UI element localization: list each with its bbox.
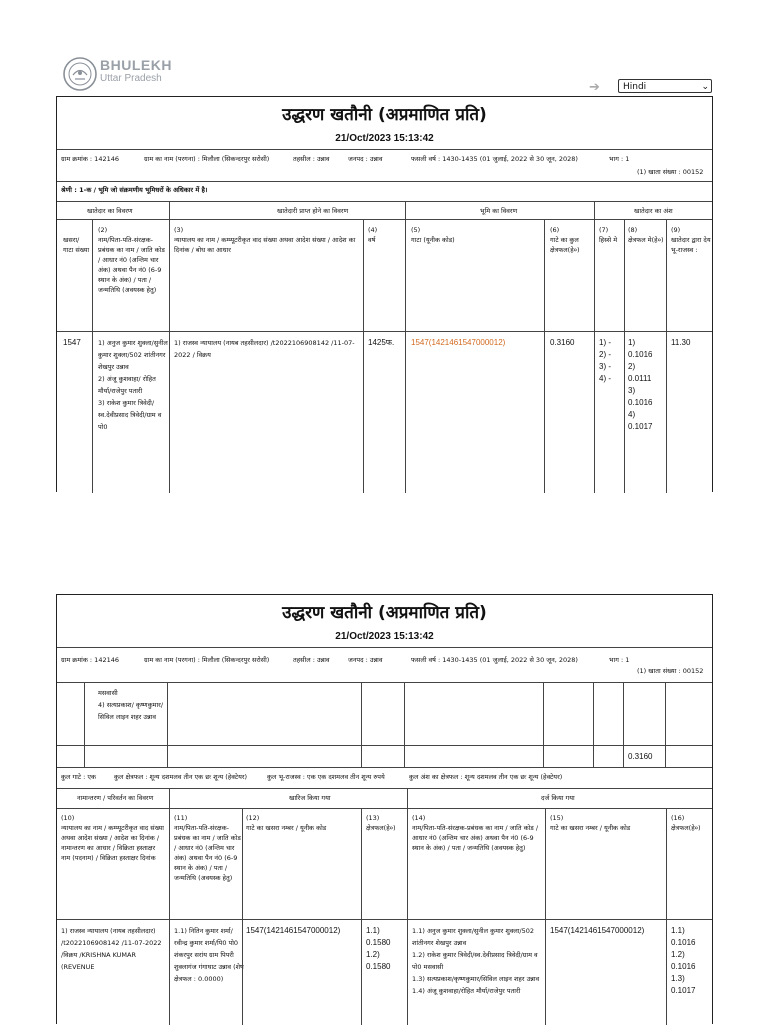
account-number-p2: (1) खाता संख्या : 00152 xyxy=(637,667,704,675)
sec-holder: खातेदार का विवरण xyxy=(87,207,133,215)
khatauni-page-2 xyxy=(56,594,713,1024)
khatauni-page-1 xyxy=(56,96,713,492)
sec-share: खातेदार का अंश xyxy=(634,207,673,215)
col-holder-name: (2) नाम/पिता-पति-संरक्षक-प्रबंधक का नाम / जाति कोड / आधार नं0 (अन्तिम चार अंक) अथवा पैन नं0 (6-9 स्थान के अंक) / पता / जन्मतिथि (अवयस्क हेतु) xyxy=(98,226,165,294)
language-select[interactable] xyxy=(618,79,712,93)
sec-removed: खारिज किया गया xyxy=(289,794,331,802)
sec-land: भूमि का विवरण xyxy=(480,207,518,215)
total-area-sum: 0.3160 xyxy=(628,752,653,761)
col-added-name: (14) नाम/पिता-पति-संरक्षक-प्रबंधक का नाम / जाति कोड / आधार नं0 (अन्तिम चार अंक) अथवा पैन नं0 (6-9 स्थान के अंक) / पता / जन्मतिथि (अवयस्क हेतु) xyxy=(412,814,539,852)
district: जनपद : उन्नाव xyxy=(348,155,383,163)
col-share: (7) हिस्से मे xyxy=(599,226,618,244)
brand xyxy=(100,58,172,85)
summary-total-gata: कुल गाटे : एक xyxy=(61,773,96,781)
col-gata: (5) गाटा (यूनीक कोड) xyxy=(411,226,455,244)
col-share-area: (8) क्षेत्रफल मे(हे०) xyxy=(628,226,664,244)
added-name: 1.1) अनुज कुमार शुक्ला/सुनील कुमार शुक्ला/502 शांतीनगर शेखपुर उन्नाव 1.2) राकेश कुमार त्रिवेदी/स्व.देवीप्रसाद त्रिवेदी/ग्राम व पो0 मसवासी 1.3) सत्यप्रकाश/कृष्णकुमार/सिविल लाइन शहर उन्नाव 1.4) अंजू कुशवाहा/रोहित मौर्या/राजेपुर पतारी xyxy=(412,927,540,995)
revenue-value: 11.30 xyxy=(671,338,691,347)
col-removed-area: (13) क्षेत्रफल(हे०) xyxy=(366,814,396,832)
category: श्रेणी : 1-क / भूमि जो संक्रमणीय भूमिधरों के अधिकार में है। xyxy=(61,186,208,194)
added-area: 1.1) 0.1016 1.2) 0.1016 1.3) 0.1017 xyxy=(671,926,696,995)
village-code: ग्राम क्रमांक : 142146 xyxy=(61,155,119,163)
holders-continued: मसवासी 4) सत्यप्रकाश/ कृष्णकुमार/सिविल लाइन शहर उन्नाव xyxy=(98,689,164,721)
fasli-year-p2: फसली वर्ष : 1430-1435 (01 जुलाई, 2022 से 30 जून, 2028) xyxy=(411,656,578,664)
doc-title-p2: उद्धरण खतौनी (अप्रमाणित प्रति) xyxy=(282,603,487,623)
col-court-p2: (10) न्यायालय का नाम / कम्प्यूटरीकृत वाद संख्या अथवा आदेश संख्या / आदेश का दिनांक / नामान्तरण का आधार / विक्रिता हस्ताक्षर नाम (पदनाम) / विक्रिता हस्ताक्षर दिनांक xyxy=(61,814,164,862)
share-values: 1) - 2) - 3) - 4) - xyxy=(599,338,611,383)
col-khasra: खसरा/ गाटा संख्या xyxy=(63,236,90,254)
district-p2: जनपद : उन्नाव xyxy=(348,656,383,664)
col-year: (4) वर्ष xyxy=(368,226,378,244)
tehsil-p2: तहसील : उन्नाव xyxy=(293,656,330,664)
removed-gata: 1547(1421461547000012) xyxy=(246,926,341,935)
sec-mutation: नामान्तरण / परिवर्तन का विवरण xyxy=(77,794,154,802)
col-revenue: (9) खातेदार द्वारा देय भू-राजस्व : xyxy=(671,226,711,254)
part-p2: भाग : 1 xyxy=(609,656,630,664)
account-number: (1) खाता संख्या : 00152 xyxy=(637,168,704,176)
village-name-p2: ग्राम का नाम (परगना) : मिलौला (सिकन्दरपुर सरोसी) xyxy=(144,656,270,664)
khasra-number: 1547 xyxy=(63,338,81,347)
chevron-down-icon: ⌄ xyxy=(701,82,709,92)
col-court: (3) न्यायालय का नाम / कम्प्यूटरीकृत वाद संख्या अथवा आदेश संख्या / आदेश का दिनांक / बोध का आधार xyxy=(174,226,356,254)
summary-total-area: कुल क्षेत्रफल : शून्य दशमलव तीन एक छः शून्य (हेक्टेयर) xyxy=(114,773,248,781)
village-code-p2: ग्राम क्रमांक : 142146 xyxy=(61,656,119,664)
up-emblem-logo xyxy=(62,56,98,92)
added-gata: 1547(1421461547000012) xyxy=(550,926,645,935)
sec-source: खातेदारी प्राप्त होने का विवरण xyxy=(277,207,349,215)
col-total-area: (6) गाटे का कुल क्षेत्रफल(हे०) xyxy=(550,226,580,254)
doc-title: उद्धरण खतौनी (अप्रमाणित प्रति) xyxy=(282,105,487,125)
removed-name: 1.1) नितिन कुमार शर्मा/रवीन्द्र कुमार शर्मा/पि0 पो0 शंकरपुर सरांय ग्राम पिपरी शुक्लागंज गंगाघाट उन्नाव (शेष क्षेत्रफल : 0.0000) xyxy=(174,927,244,983)
holders-list: 1) अनुज कुमार शुक्ला/सुनील कुमार शुक्ला/502 शांतीनगर शेखपुर उन्नाव 2) अंजू कुशवाहा/ रोहित मौर्या/राजेपुर पतारी 3) राकेश कुमार त्रिवेदी/स्व.देवीप्रसाद त्रिवेदी/ग्राम व पो0 xyxy=(98,339,168,431)
share-area-values: 1) 0.1016 2) 0.0111 3) 0.1016 4) 0.1017 xyxy=(628,338,653,431)
total-area: 0.3160 xyxy=(550,338,575,347)
mutation-court: 1) राजस्व न्यायालय (नायब तहसीलदार) /t2022106908142 /11-07-2022 /विक्रय /KRISHNA KUMAR (REVENUE xyxy=(61,927,162,971)
col-added-gata: (15) गाटे का खसरा नम्बर / यूनीक कोड xyxy=(550,814,631,832)
gata-link[interactable]: 1547(1421461547000012) xyxy=(411,338,506,347)
removed-area: 1.1) 0.1580 1.2) 0.1580 xyxy=(366,926,391,971)
fasli-year: फसली वर्ष : 1430-1435 (01 जुलाई, 2022 से 30 जून, 2028) xyxy=(411,155,578,163)
back-arrow-icon[interactable]: ➔ xyxy=(589,80,600,95)
brand-subtitle: Uttar Pradesh xyxy=(100,73,162,84)
summary-share-area: कुल अंश का क्षेत्रफल : शून्य दशमलव तीन एक छः शून्य (हेक्टेयर) xyxy=(409,773,563,781)
language-select-value: Hindi xyxy=(623,82,647,92)
village-name: ग्राम का नाम (परगना) : मिलौला (सिकन्दरपुर सरोसी) xyxy=(144,155,270,163)
tehsil: तहसील : उन्नाव xyxy=(293,155,330,163)
doc-datetime-p2: 21/Oct/2023 15:13:42 xyxy=(335,631,434,642)
doc-datetime: 21/Oct/2023 15:13:42 xyxy=(335,133,434,144)
col-removed-gata: (12) गाटे का खसरा नम्बर / यूनीक कोड xyxy=(246,814,327,832)
court-detail: 1) राजस्व न्यायालय (नायब तहसीलदार) /t2022106908142 /11-07-2022 / विक्रय xyxy=(174,339,355,359)
col-added-area: (16) क्षेत्रफल(हे०) xyxy=(671,814,701,832)
brand-name: BHULEKH xyxy=(100,57,172,73)
summary-total-revenue: कुल भू-राजस्व : एक एक दशमलव तीन शून्य रुपये xyxy=(267,773,385,781)
col-removed-name: (11) नाम/पिता-पति-संरक्षक-प्रबंधक का नाम / जाति कोड / आधार नं0 (अन्तिम चार अंक) अथवा पैन नं0 (6-9 स्थान के अंक) / पता / जन्मतिथि (अवयस्क हेतु) xyxy=(174,814,241,882)
part: भाग : 1 xyxy=(609,155,630,163)
year-value: 1425फ. xyxy=(368,338,395,347)
sec-added: दर्ज किया गया xyxy=(541,794,575,802)
